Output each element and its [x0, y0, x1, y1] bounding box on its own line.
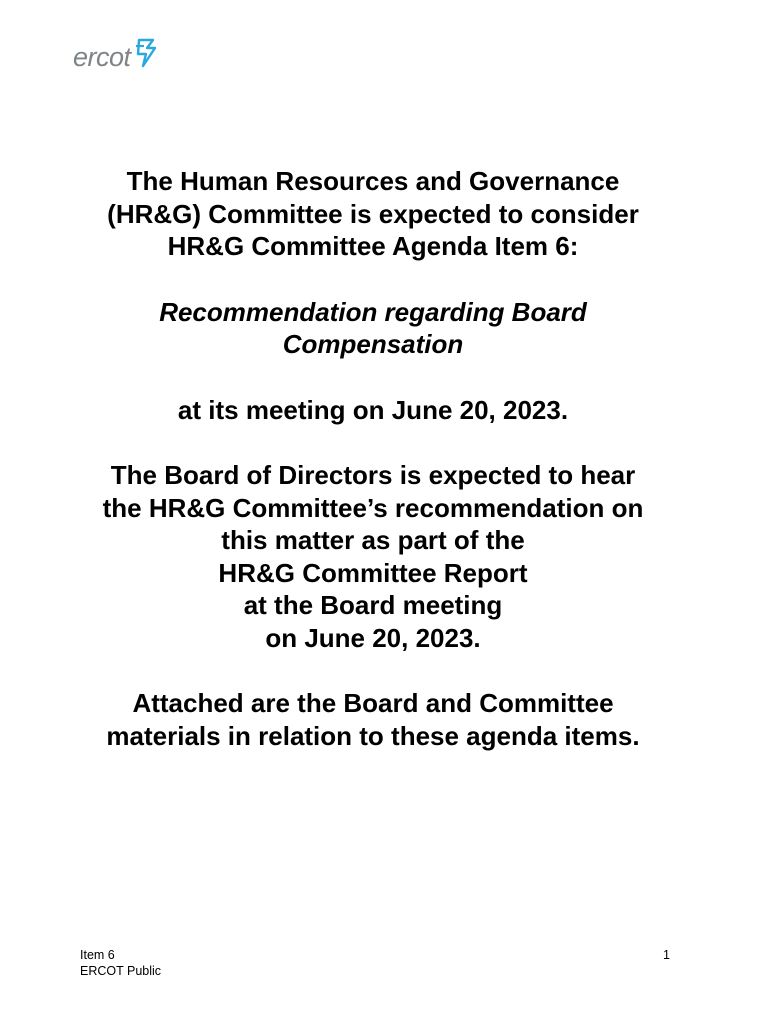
board-line: this matter as part of the: [221, 525, 525, 555]
footer-left: [80, 948, 161, 979]
intro-line: The Human Resources and Governance: [126, 166, 620, 196]
board-line: on June 20, 2023.: [265, 622, 481, 653]
footer-classification: ERCOT Public: [80, 963, 162, 978]
board-line: HR&G Committee Report: [218, 557, 528, 588]
attached-paragraph: [40, 687, 706, 752]
meeting-line: at its meeting on June 20, 2023.: [177, 394, 569, 425]
item-title-line: Recommendation regarding Board: [159, 296, 587, 327]
board-paragraph: [40, 459, 706, 654]
board-line: the HR&G Committee’s recommendation on: [102, 492, 644, 523]
intro-line: (HR&G) Committee is expected to consider: [107, 198, 639, 229]
meeting-paragraph: [40, 394, 706, 427]
item-title-line: Compensation: [282, 329, 464, 359]
intro-line: HR&G Committee Agenda Item 6:: [167, 231, 579, 261]
board-line: at the Board meeting: [243, 590, 503, 620]
logo-text: ercot: [73, 41, 131, 72]
ercot-logo: [73, 40, 159, 74]
attached-line: Attached are the Board and Committee: [132, 688, 614, 718]
footer-item-label: Item 6: [80, 948, 115, 962]
lightning-bolt-icon: [133, 36, 159, 74]
board-line: The Board of Directors is expected to hear: [110, 460, 636, 490]
document-body: [40, 165, 706, 752]
intro-paragraph: [40, 165, 706, 263]
attached-line: materials in relation to these agenda items.: [106, 720, 640, 751]
agenda-item-title: [40, 296, 706, 361]
page-number: 1: [663, 948, 670, 962]
